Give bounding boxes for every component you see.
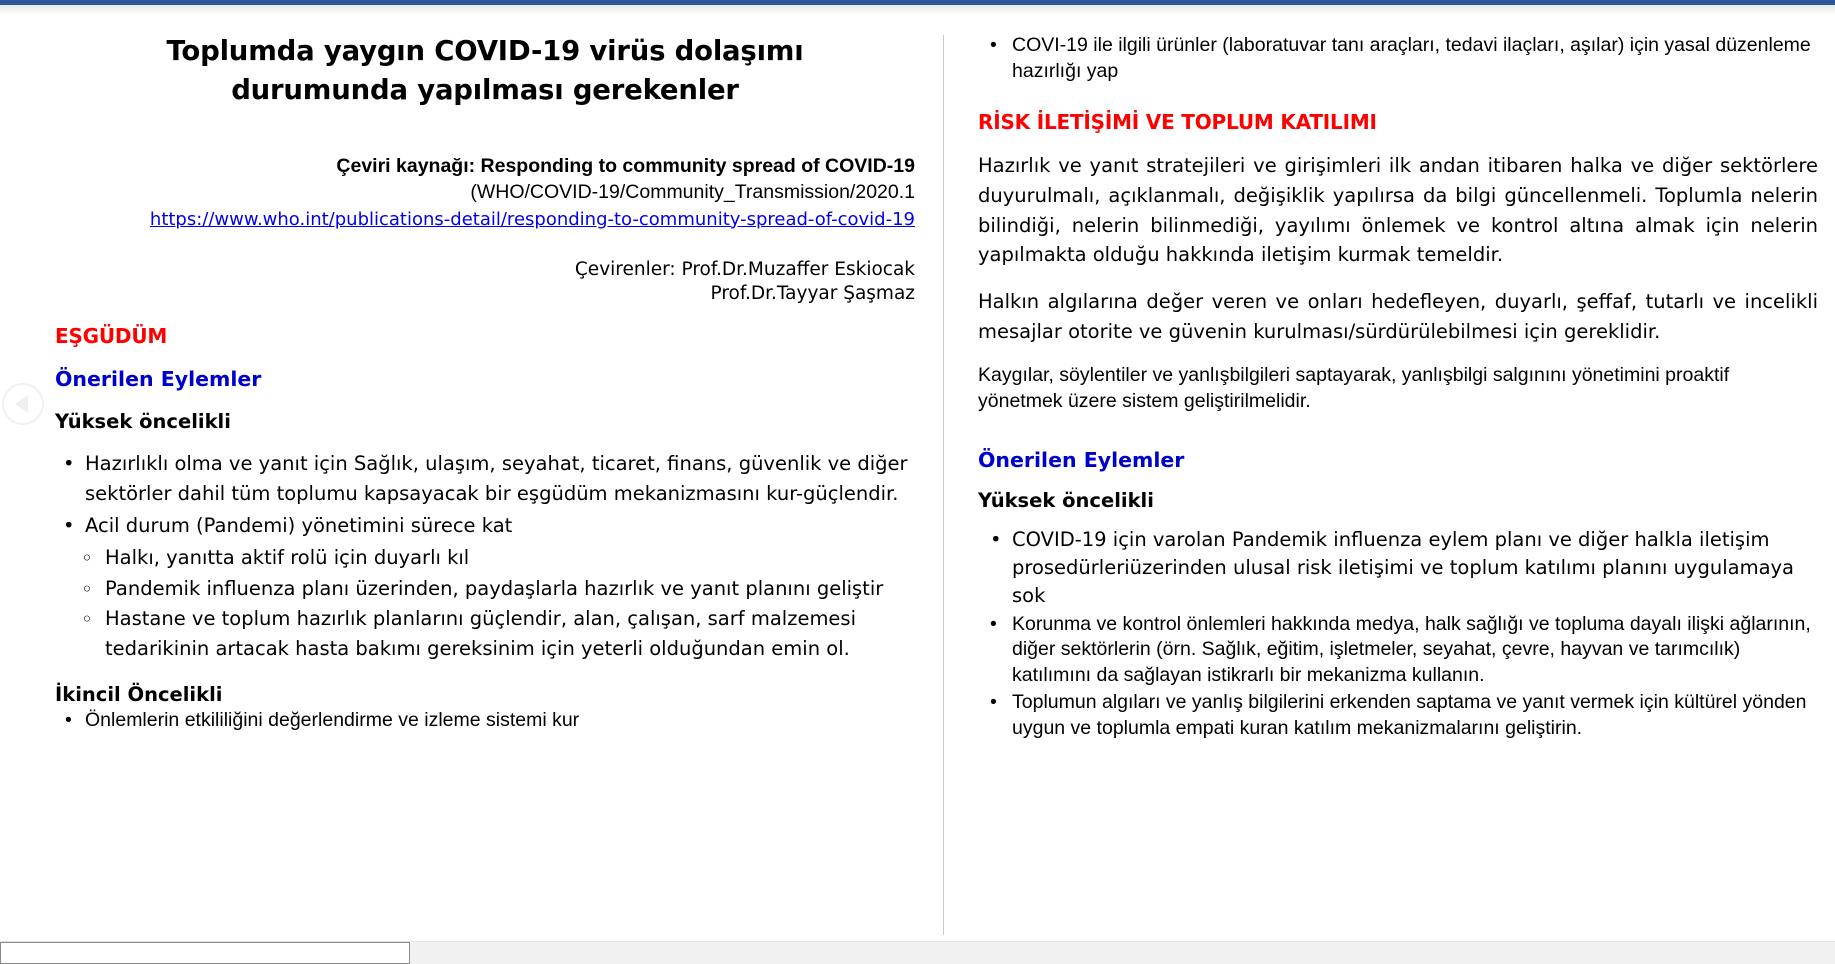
document-page [0,15,1835,935]
list-item: • Hazırlıklı olma ve yanıt için Sağlık, ulaşım, seyahat, ticaret, finans, güvenlik ve diğer sektörler dahil tüm toplumu kapsayacak bir eşgüdüm mekanizmasını kur-güçlendir. [55,449,915,509]
source-label: Çeviri kaynağı: Responding to community spread of COVID-19 [336,155,915,177]
list-item: • COVID-19 için varolan Pandemik influenza eylem planı ve diğer halkla iletişim prosedürleriüzerinden ulusal risk iletişimi ve toplum katılımı planını uygulamaya sok [978,526,1818,611]
list-item: ◦ Halkı, yanıtta aktif rolü için duyarlı kıl [73,543,915,573]
subheading-yuksek-oncelikli: Yüksek öncelikli [55,410,231,434]
source-code: (WHO/COVID-19/Community_Transmission/2020.1 [470,181,915,204]
app-bar-shadow [0,5,1835,15]
body-paragraph: Halkın algılarına değer veren ve onları hedefleyen, duyarlı, şeffaf, tutarlı ve incelikli mesajlar otorite ve güvenin kurulması/sürdürülebilmesi için gereklidir. [978,289,1818,343]
triangle-left-icon [15,395,28,413]
high-priority-sublist [55,543,915,663]
left-column [55,15,915,733]
list-item: ◦ Hastane ve toplum hazırlık planlarını güçlendir, alan, çalışan, sarf malzemesi tedarikinin artacak hasta bakımı gereksinim için yeterli olduğundan emin ol. [73,604,915,664]
section-heading-risk-iletisimi: RİSK İLETİŞİMİ VE TOPLUM KATILIMI [978,110,1377,135]
list-item: ◦ Pandemik influenza planı üzerinden, paydaşlarla hazırlık ve yanıt planını geliştir [73,574,915,604]
secondary-priority-list [55,708,915,733]
section-heading-esgudum: EŞGÜDÜM [55,324,168,349]
page-title: Toplumda yaygın COVID-19 virüs dolaşımı durumunda yapılması gerekenler [166,35,804,106]
translator-name-1: Çevirenler: Prof.Dr.Muzaffer Eskiocak [574,258,915,280]
right-column [978,15,1818,742]
list-item: • Önlemlerin etkililiğini değerlendirme ve izleme sistemi kur [55,708,915,733]
horizontal-scrollbar-track[interactable] [0,941,1835,964]
carryover-list [978,33,1818,84]
horizontal-scrollbar-thumb[interactable] [0,942,410,964]
translators-block [55,258,915,307]
translator-name-2: Prof.Dr.Tayyar Şaşmaz [710,283,915,305]
list-item: • Toplumun algıları ve yanlış bilgilerini erkenden saptama ve yanıt vermek için kültürel yönden uygun ve toplumla empati kuran katılım mekanizmalarını geliştirin. [978,690,1818,741]
subheading-onerilen-eylemler: Önerilen Eylemler [978,447,1185,472]
high-priority-list [55,449,915,541]
subheading-ikincil-oncelikli: İkincil Öncelikli [55,682,223,706]
source-url-link[interactable]: https://www.who.int/publications-detail/responding-to-community-spread-of-covid-19 [149,208,915,230]
list-item: • COVI-19 ile ilgili ürünler (laboratuvar tanı araçları, tedavi ilaçları, aşılar) için yasal düzenleme hazırlığı yap [978,33,1818,84]
column-divider [943,35,944,935]
high-priority-list [978,526,1818,741]
prev-page-button[interactable] [2,383,44,425]
subheading-onerilen-eylemler: Önerilen Eylemler [55,367,262,392]
subheading-yuksek-oncelikli: Yüksek öncelikli [978,488,1154,512]
list-item: • Korunma ve kontrol önlemleri hakkında medya, halk sağlığı ve topluma dayalı ilişki ağlarının, diğer sektörlerin (örn. Sağlık, eğitim, işletmeler, seyahat, çevre, hayvan ve tarımcılık) katılımını da sağlayan istikrarlı bir mekanizma kullanın. [978,612,1818,689]
body-paragraph: Kaygılar, söylentiler ve yanlışbilgileri saptayarak, yanlışbilgi salgınını yönetimini proaktif yönetmek üzere sistem geliştirilmelidir. [978,364,1730,412]
list-item: • Acil durum (Pandemi) yönetimini sürece kat [55,511,915,541]
body-paragraph: Hazırlık ve yanıt stratejileri ve girişimleri ilk andan itibaren halka ve diğer sektörlere duyurulmalı, açıklanmalı, değişiklik yapılırsa da bilgi güncellenmeli. Toplumla nelerin bilindiği, nelerin bilinmediği, yayılımı önlemek ve kontrol altına almak için nelerin yapılmakta olduğu hakkında iletişim kurmak temeldir. [978,154,1818,267]
